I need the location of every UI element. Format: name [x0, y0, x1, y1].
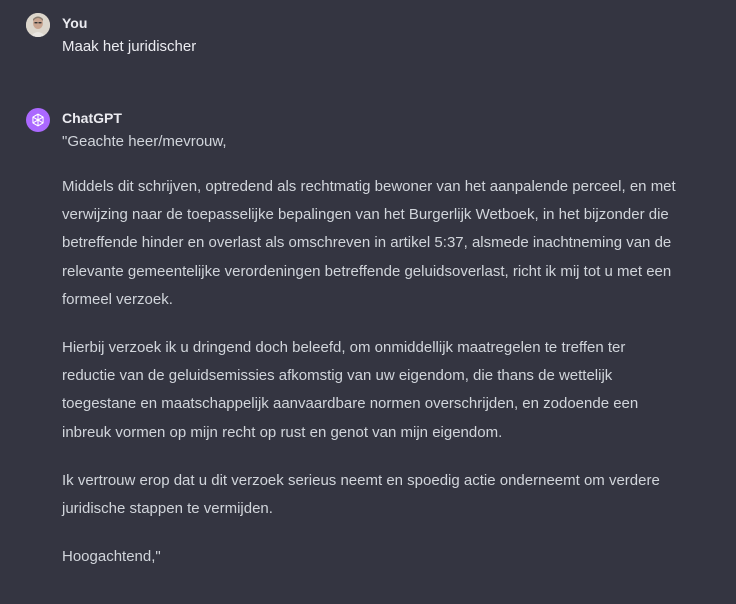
user-author-name: You [62, 15, 88, 31]
assistant-message [26, 107, 716, 591]
assistant-paragraph: Middels dit schrijven, optredend als rechtmatig bewoner van het aanpalende perceel, en met verwijzing naar de toepasselijke bepalingen van het Burgerlijk Wetboek, in het bijzonder die betreffende hinder en overlast als omschreven in artikel 5:37, alsmede inachtneming van de relevante gemeentelijke verordeningen betreffende geluidsoverlast, richt ik mij tot u met een formeel verzoek. [62, 178, 676, 308]
user-message [26, 12, 716, 60]
user-message-text: Maak het juridischer [62, 38, 197, 55]
openai-logo-icon [26, 108, 50, 132]
assistant-author-name: ChatGPT [62, 110, 122, 126]
assistant-paragraph: Ik vertrouw erop dat u dit verzoek serieus neemt en spoedig actie onderneemt om verdere juridische stappen te vermijden. [62, 471, 660, 518]
user-avatar [26, 13, 50, 37]
assistant-paragraph: "Geachte heer/mevrouw, [62, 133, 227, 150]
user-avatar-photo [26, 13, 50, 37]
assistant-paragraph: Hoogachtend," [62, 548, 161, 566]
assistant-paragraph: Hierbij verzoek ik u dringend doch beleefd, om onmiddellijk maatregelen te treffen ter reductie van de geluidsemissies afkomstig van uw eigendom, die thans de wettelijk toegestane en maatschappelijk aanvaardbare normen overschrijden, en zodoende een inbreuk vormen op mijn recht op rust en genot van mijn eigendom. [62, 339, 639, 441]
